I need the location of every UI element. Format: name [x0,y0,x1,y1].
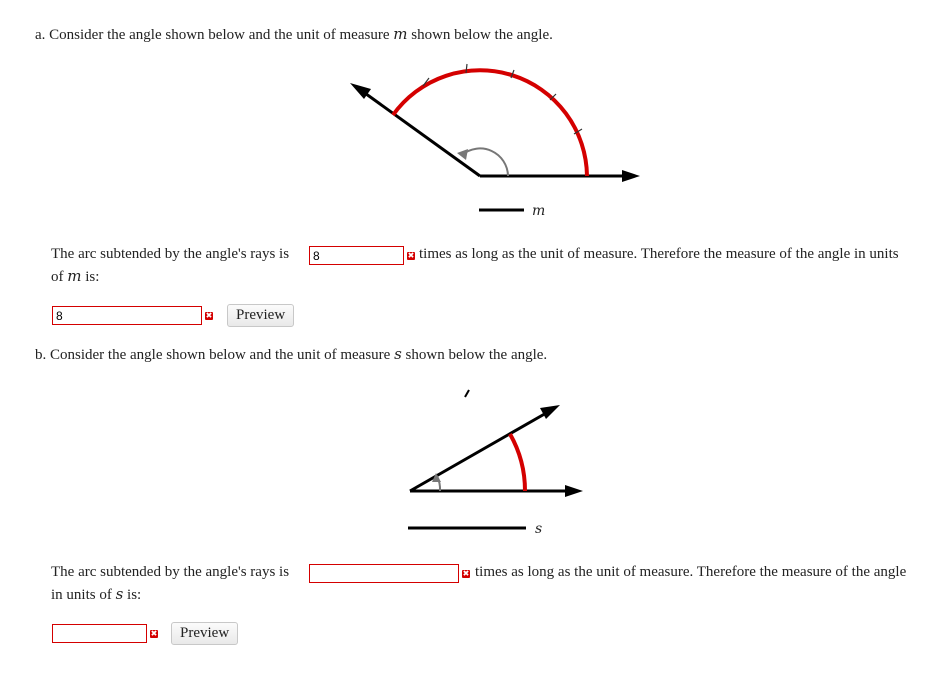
part-b-heading-prefix: b. Consider the angle shown below and the unit of measure [35,347,391,363]
part-a-arc-ratio-input[interactable] [309,246,404,265]
part-b-measure-input[interactable] [52,624,147,643]
x-mark-icon: ✖ [150,629,158,638]
part-b-preview-button[interactable]: Preview [171,622,238,645]
part-b-unit-tick [465,390,469,397]
part-a-unit-label: m [532,203,546,219]
part-a-measure-input[interactable] [52,306,202,325]
part-a-prompt-line1: The arc subtended by the angle's rays is [51,246,290,262]
part-b-prompt-line2 [51,585,141,604]
part-a-subtended-arc [393,70,587,176]
x-mark-icon: ✖ [462,569,470,578]
x-mark-icon: ✖ [205,311,213,320]
part-a-angle-marker-arrow [457,149,468,160]
part-a-prompt-line2-prefix: of [51,269,64,285]
part-b-ray-slanted [410,412,548,491]
part-b-heading [35,345,547,364]
part-b-prompt-line1: The arc subtended by the angle's rays is [51,564,290,580]
part-b-ray-horizontal-arrow [565,485,583,497]
part-b-heading-suffix: shown below the angle. [405,347,548,363]
part-a-prompt-line2-suffix: is: [85,269,100,285]
part-a-prompt-after-input: times as long as the unit of measure. Therefore the measure of the angle in units [419,246,899,262]
part-b-prompt-line2-suffix: is: [127,587,142,603]
part-a-ray-slanted [362,91,480,176]
part-b-arc-ratio-input[interactable] [309,564,459,583]
part-a-heading-suffix: shown below the angle. [411,27,553,43]
part-a-ray-horizontal-arrow [622,170,640,182]
part-b-unit-symbol: s [394,345,402,363]
part-b-unit-label: s [535,521,543,537]
part-b-prompt-after-input: times as long as the unit of measure. Therefore the measure of the angle [475,564,907,580]
part-a-preview-button[interactable]: Preview [227,304,294,327]
part-a-angle-marker [462,148,508,176]
part-a-prompt-line2 [51,267,99,286]
part-a-unit-symbol-inline: m [67,267,82,285]
part-a-heading-prefix: a. Consider the angle shown below and the unit of measure [35,27,390,43]
part-a-unit-symbol: m [393,25,408,43]
part-b-subtended-arc [510,434,525,491]
part-b-prompt-line2-prefix: in units of [51,587,112,603]
x-mark-icon: ✖ [407,251,415,260]
part-b-ray-slanted-arrow [540,405,560,419]
part-b-unit-symbol-inline: s [115,585,124,603]
